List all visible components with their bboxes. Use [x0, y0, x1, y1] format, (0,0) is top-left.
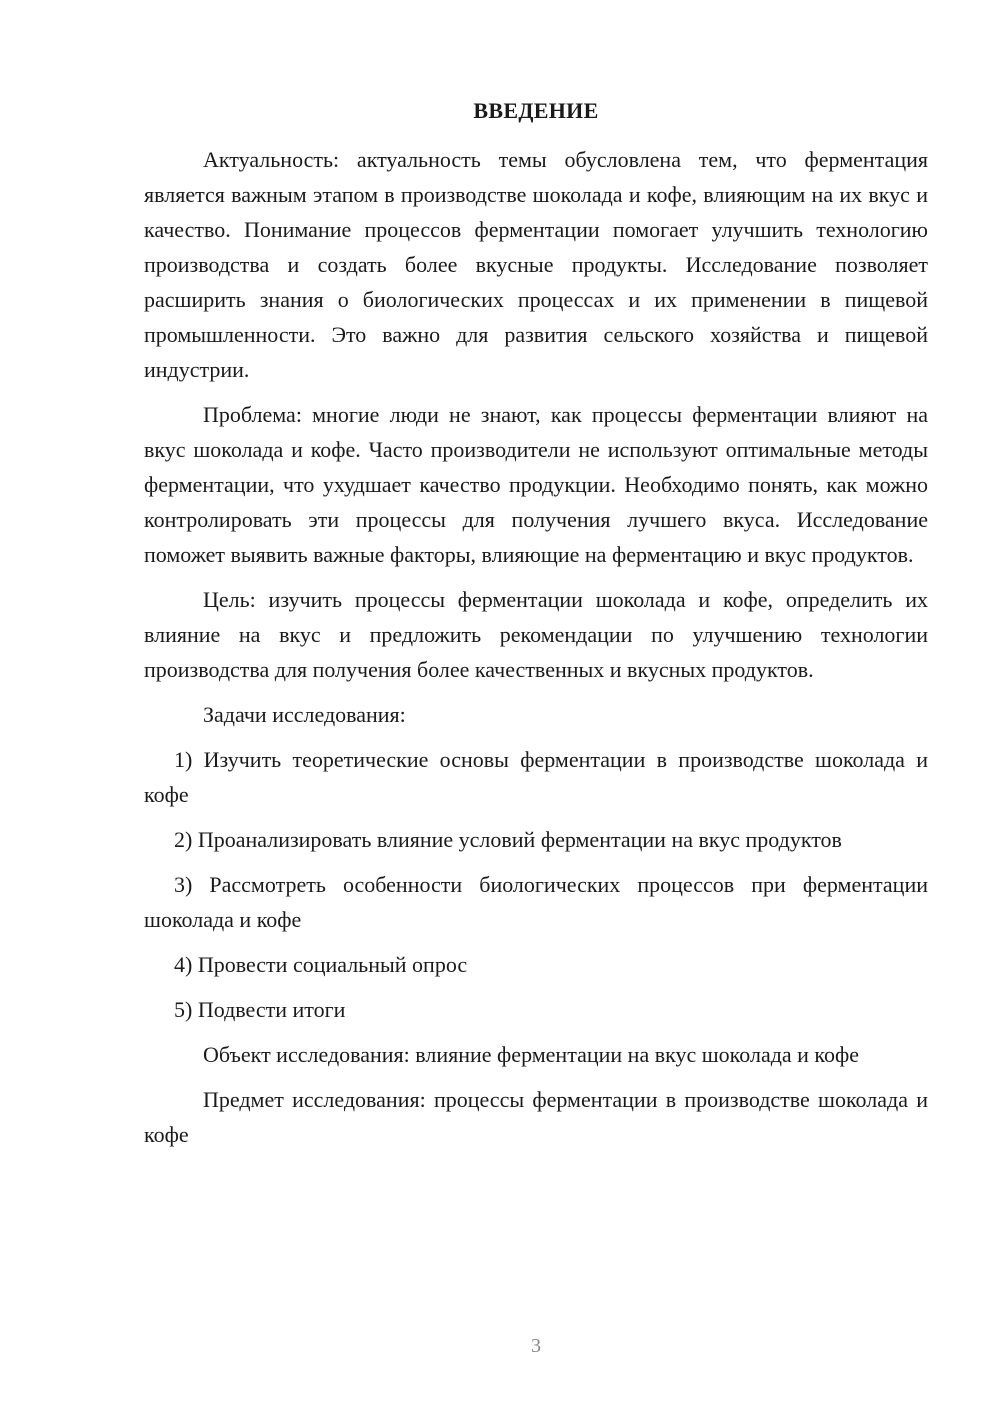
body-text: [144, 142, 928, 1162]
problem-paragraph: Проблема: многие люди не знают, как процессы ферментации влияют на вкус шоколада и кофе. Часто производители не используют оптимальные методы ферментации, что ухудшает качество продукции. Необходимо понять, как можно контролировать эти процессы для получения лучшего вкуса. Исследование поможет выявить важные факторы, влияющие на ферментацию и вкус продуктов.: [144, 402, 928, 567]
relevance-paragraph: Актуальность: актуальность темы обусловлена тем, что ферментация является важным этапом в производстве шоколада и кофе, влияющим на их вкус и качество. Понимание процессов ферментации помогает улучшить технологию производства и создать более вкусные продукты. Исследование позволяет расширить знания о биологических процессах и их применении в пищевой промышленности. Это важно для развития сельского хозяйства и пищевой индустрии.: [144, 147, 928, 382]
subject-paragraph: Предмет исследования: процессы ферментации в производстве шоколада и кофе: [144, 1087, 928, 1147]
task-item: 2) Проанализировать влияние условий ферментации на вкус продуктов: [174, 827, 842, 852]
task-item: 4) Провести социальный опрос: [174, 952, 468, 977]
page-number: 3: [531, 1335, 541, 1357]
task-item: 3) Рассмотреть особенности биологических процессов при ферментации шоколада и кофе: [144, 872, 928, 932]
goal-paragraph: Цель: изучить процессы ферментации шоколада и кофе, определить их влияние на вкус и предложить рекомендации по улучшению технологии производства для получения более качественных и вкусных продуктов.: [144, 587, 928, 682]
task-item: 5) Подвести итоги: [174, 997, 346, 1022]
section-heading: ВВЕДЕНИЕ: [473, 98, 599, 123]
object-paragraph: Объект исследования: влияние ферментации на вкус шоколада и кофе: [203, 1042, 860, 1067]
task-item: 1) Изучить теоретические основы ферментации в производстве шоколада и кофе: [144, 747, 928, 807]
tasks-heading: Задачи исследования:: [203, 702, 406, 727]
